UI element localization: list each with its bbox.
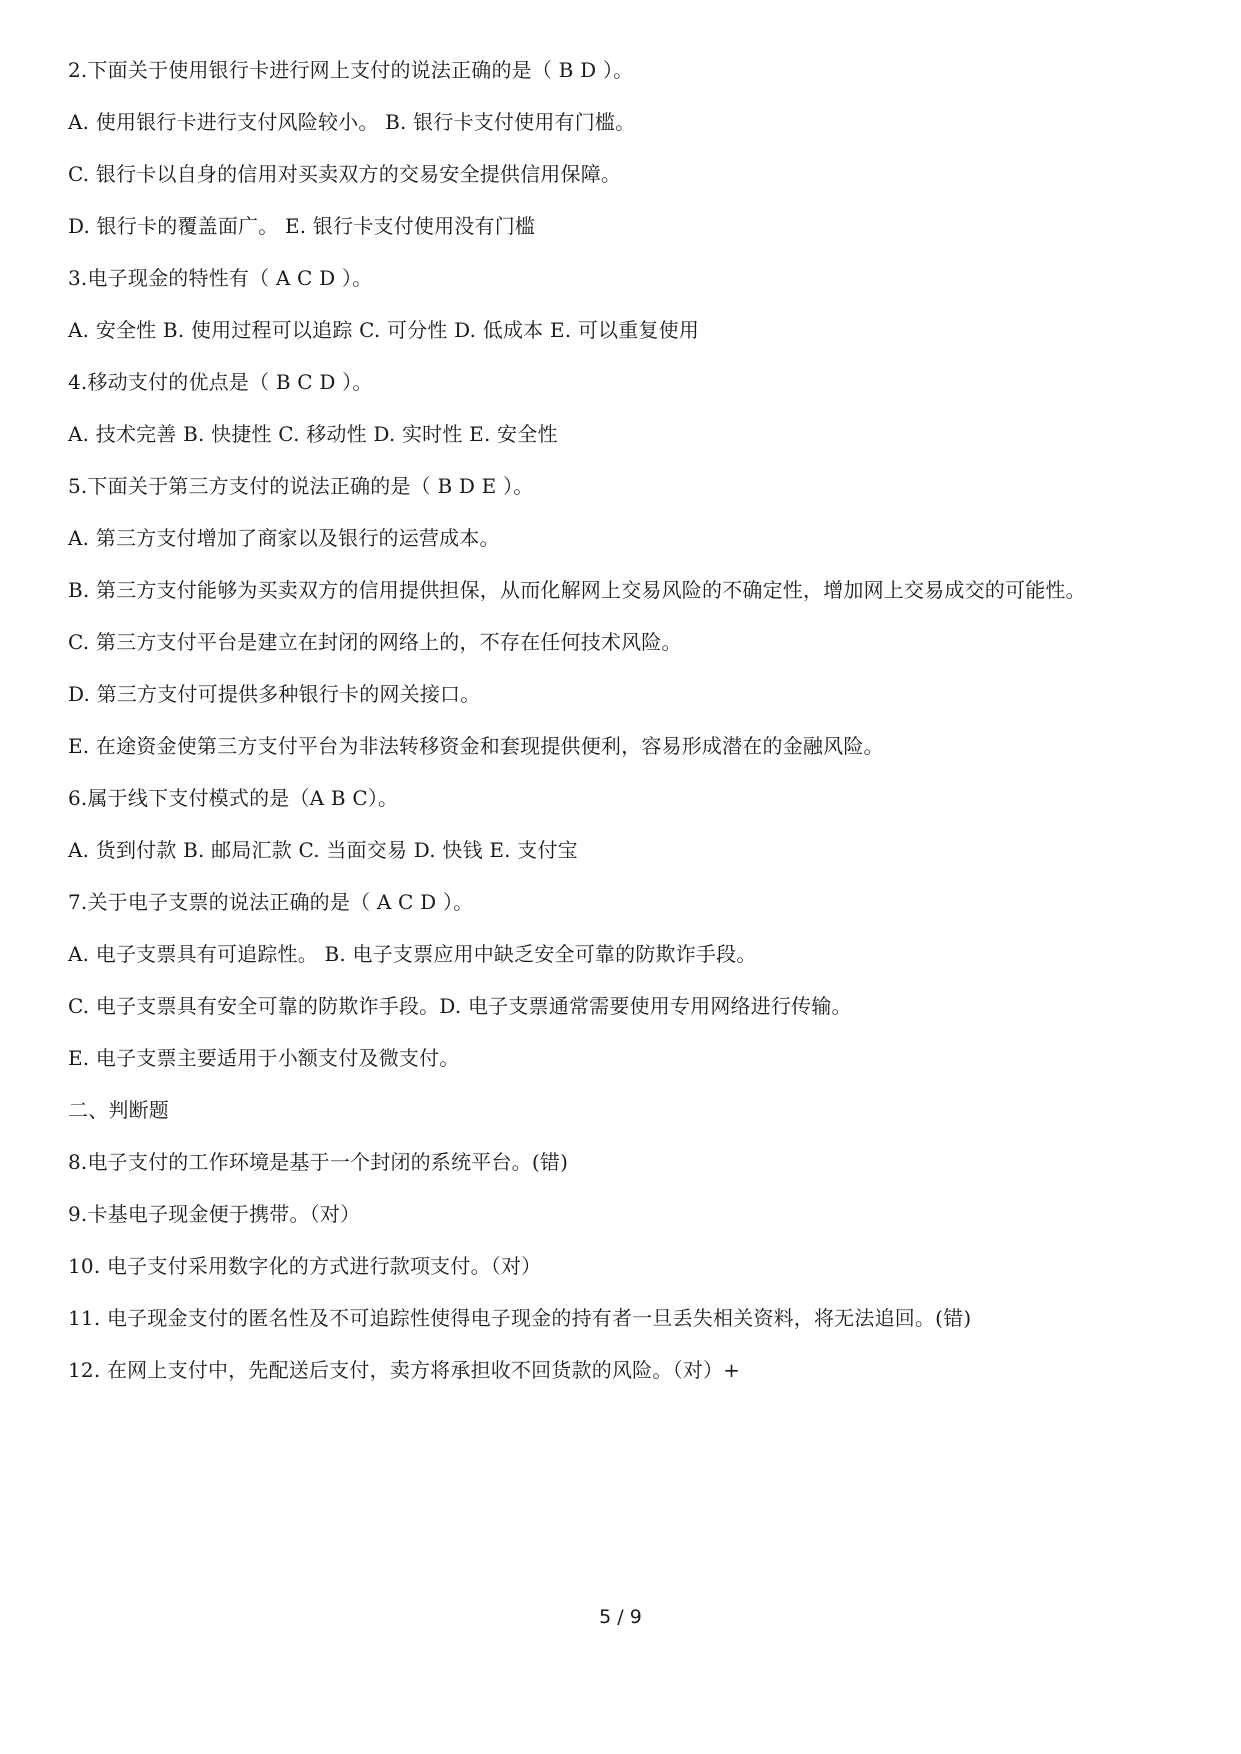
question-5-option-a: A. 第三方支付增加了商家以及银行的运营成本。 [68, 526, 500, 550]
question-5-option-e: E. 在途资金使第三方支付平台为非法转移资金和套现提供便利，容易形成潜在的金融风险。 [68, 734, 884, 758]
section-heading-true-false: 二、判断题 [68, 1098, 169, 1122]
question-7-option-e: E. 电子支票主要适用于小额支付及微支付。 [68, 1046, 460, 1070]
question-5-option-d: D. 第三方支付可提供多种银行卡的网关接口。 [68, 682, 481, 706]
question-4-stem: 4.移动支付的优点是（ B C D ）。 [68, 370, 373, 394]
question-3-options: A. 安全性 B. 使用过程可以追踪 C. 可分性 D. 低成本 E. 可以重复使用 [68, 318, 700, 342]
question-7-options-ab: A. 电子支票具有可追踪性。 B. 电子支票应用中缺乏安全可靠的防欺诈手段。 [68, 942, 757, 966]
page-number: 5 / 9 [599, 1606, 642, 1628]
question-2-options-de: D. 银行卡的覆盖面广。 E. 银行卡支付使用没有门槛 [68, 214, 536, 238]
question-8: 8.电子支付的工作环境是基于一个封闭的系统平台。(错) [68, 1150, 569, 1174]
question-3-stem: 3.电子现金的特性有（ A C D ）。 [68, 266, 373, 290]
question-5-option-c: C. 第三方支付平台是建立在封闭的网络上的，不存在任何技术风险。 [68, 630, 682, 654]
question-2-stem: 2.下面关于使用银行卡进行网上支付的说法正确的是（ B D ）。 [68, 58, 634, 82]
question-12: 12. 在网上支付中，先配送后支付，卖方将承担收不回货款的风险。（对）+ [68, 1358, 741, 1382]
question-7-stem: 7.关于电子支票的说法正确的是（ A C D ）。 [68, 890, 474, 914]
question-5-option-b: B. 第三方支付能够为买卖双方的信用提供担保，从而化解网上交易风险的不确定性，增加网上交易成交的可能性。 [68, 578, 1086, 602]
question-4-options: A. 技术完善 B. 快捷性 C. 移动性 D. 实时性 E. 安全性 [68, 422, 558, 446]
question-5-stem: 5.下面关于第三方支付的说法正确的是（ B D E ）。 [68, 474, 534, 498]
question-6-stem: 6.属于线下支付模式的是（A B C）。 [68, 786, 399, 810]
question-7-options-cd: C. 电子支票具有安全可靠的防欺诈手段。D. 电子支票通常需要使用专用网络进行传输。 [68, 994, 852, 1018]
question-2-option-c: C. 银行卡以自身的信用对买卖双方的交易安全提供信用保障。 [68, 162, 622, 186]
question-10: 10. 电子支付采用数字化的方式进行款项支付。（对） [68, 1254, 542, 1278]
question-2-options-ab: A. 使用银行卡进行支付风险较小。 B. 银行卡支付使用有门槛。 [68, 110, 636, 134]
question-9: 9.卡基电子现金便于携带。（对） [68, 1202, 361, 1226]
question-6-options: A. 货到付款 B. 邮局汇款 C. 当面交易 D. 快钱 E. 支付宝 [68, 838, 578, 862]
question-11: 11. 电子现金支付的匿名性及不可追踪性使得电子现金的持有者一旦丢失相关资料，将无法追回。(错) [68, 1306, 972, 1330]
